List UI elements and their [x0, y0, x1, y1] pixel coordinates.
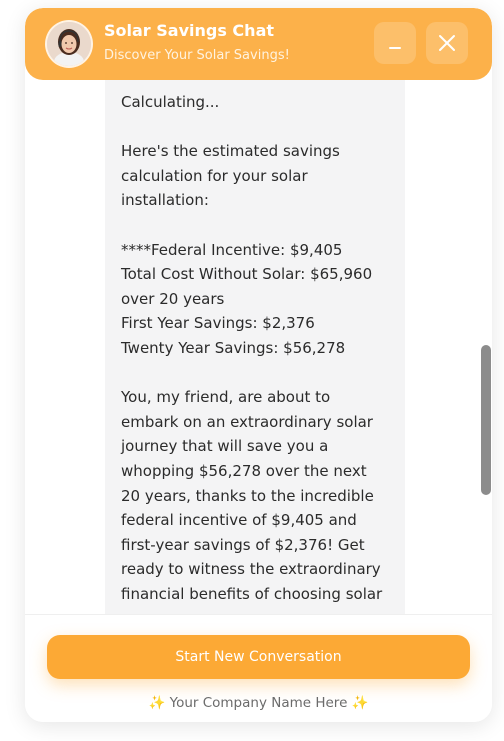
message-line: You, my friend, are about to	[121, 388, 331, 407]
sparkle-icon: ✨	[148, 695, 166, 711]
message-line: over 20 years	[121, 289, 225, 308]
message-gap	[121, 213, 405, 238]
minimize-icon	[387, 35, 403, 51]
bot-message-bubble	[105, 80, 405, 614]
message-line: Twenty Year Savings: $56,278	[121, 338, 346, 357]
chat-header	[25, 8, 492, 80]
sparkle-icon: ✨	[351, 695, 369, 711]
chat-title: Solar Savings Chat	[104, 21, 275, 40]
company-branding	[25, 695, 492, 711]
message-line: ****Federal Incentive: $9,405	[121, 240, 343, 259]
message-line: Total Cost Without Solar: $65,960	[121, 265, 373, 284]
close-icon	[437, 33, 457, 53]
company-name: Your Company Name Here	[169, 695, 348, 711]
start-new-conversation-button[interactable]: Start New Conversation	[47, 635, 470, 679]
message-line: ready to witness the extraordinary	[121, 560, 381, 579]
message-line: first-year savings of $2,376! Get	[121, 535, 365, 554]
message-gap	[121, 115, 405, 140]
message-gap	[121, 361, 405, 386]
message-line: calculation for your solar	[121, 166, 308, 185]
chat-footer	[25, 614, 492, 722]
message-line: embark on an extraordinary solar	[121, 412, 373, 431]
agent-avatar	[47, 22, 91, 66]
chat-subtitle: Discover Your Solar Savings!	[104, 48, 290, 63]
scrollbar-thumb[interactable]	[481, 345, 491, 495]
chat-widget	[25, 8, 492, 722]
message-line: financial benefits of choosing solar	[121, 584, 383, 603]
message-line: First Year Savings: $2,376	[121, 314, 315, 333]
message-line: federal incentive of $9,405 and	[121, 511, 357, 530]
minimize-button[interactable]	[374, 22, 416, 64]
message-list[interactable]	[25, 80, 492, 614]
message-line: installation:	[121, 191, 209, 210]
message-line: 20 years, thanks to the incredible	[121, 486, 374, 505]
message-line: Here's the estimated savings	[121, 142, 340, 161]
message-line: Calculating...	[121, 93, 220, 111]
close-button[interactable]	[426, 22, 468, 64]
message-line: journey that will save you a	[121, 437, 329, 456]
message-line: whopping $56,278 over the next	[121, 461, 367, 480]
